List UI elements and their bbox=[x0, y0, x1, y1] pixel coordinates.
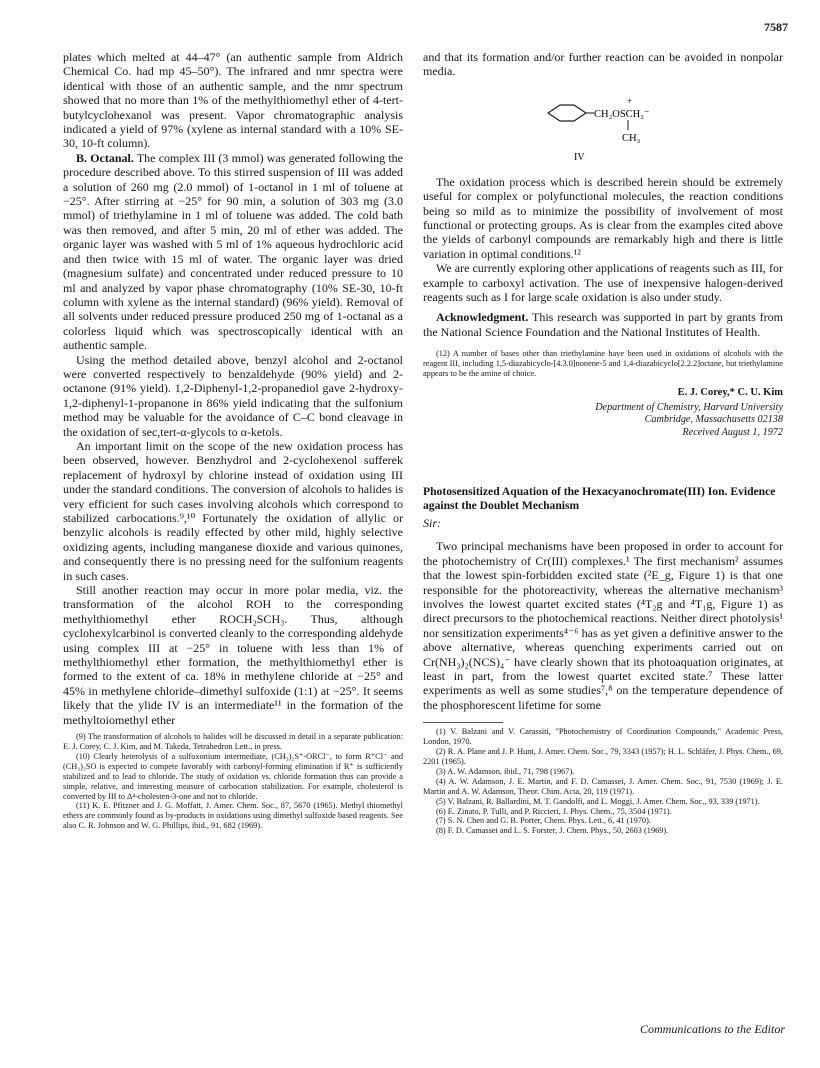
reference: (6) E. Zinato, P. Tulli, and P. Riccieri, J. Phys. Chem., 75, 3504 (1971). bbox=[436, 806, 672, 816]
author-block bbox=[423, 387, 783, 439]
compound-label: IV bbox=[574, 151, 585, 163]
footnote: (11) K. E. Pfitzner and J. G. Moffatt, J. Amer. Chem. Soc., 87, 5670 (1965). Methyl thiomethyl ethers are commonly found as by-products in oxidations using dimethyl sulfoxide based reagents. See also C. R. Johnson and W. G. Phillips, ibid., 91, 682 (1969). bbox=[63, 801, 403, 831]
acknowledgment-text: This research was supported in part by grants from the National Science Foundation and the National Institutes of Health. bbox=[423, 310, 783, 339]
group-label: CH₂OSCH₂⁻ bbox=[594, 108, 650, 120]
affiliation-address: Cambridge, Massachusetts 02138 bbox=[644, 414, 783, 426]
acknowledgment-heading: Acknowledgment. bbox=[436, 310, 529, 325]
cyclohexane-ring bbox=[548, 105, 586, 121]
footnotes bbox=[63, 732, 403, 831]
paragraph: An important limit on the scope of the new oxidation process has been observed, however. Benzhydrol and 2-cyclohexenol sufferek replacement of hydroxyl by chlorine instead of oxidation using III under the standard conditions. The conversion of alcohols to halides is very efficient for such cases involving alcohols which correspond to stabilized carbocations.⁹,¹⁰ Fortunately the oxidation of allylic or benzylic alcohols is readily effected by other mild, highly selective oxidizing agents, including manganese dioxide and various quinones, and consequently there is no pressing need for the sulfonium reagents in such cases. bbox=[63, 438, 403, 583]
charge-label: + bbox=[627, 95, 633, 106]
reference: (7) S. N. Chen and G. B. Porter, Chem. Phys. Lett., 6, 41 (1970). bbox=[436, 816, 651, 826]
journal-footer: Communications to the Editor bbox=[640, 1022, 785, 1036]
paragraph: and that its formation and/or further reaction can be avoided in nonpolar media. bbox=[423, 50, 783, 79]
paragraph: Two principal mechanisms have been proposed in order to account for the photochemistry of Cr(III) complexes.¹ The first mechanism² assumes that the lowest spin-forbidden excited state (²E_g, Figure 1) is that one responsible for the photoreactivity, whereas the alternative mechanism³ involves the lowest quartet excited states (⁴T₂g and ⁴T₁g, Figure 1) as direct precursors to the photochemical reactions. Neither direct photolysis¹ nor sensitization experiments⁴⁻⁶ has as yet given a definitive answer to the above alternative, whereas quenching experiments carried out on Cr(NH₃)₂(NCS)₄⁻ have clearly shown that its photoaquation originates, at least in part, from the lowest quartet excited state.⁷ These latter experiments as well as some studies⁷,⁸ on the temperature dependence of the phosphorescent lifetime for some bbox=[423, 539, 783, 712]
paragraph-octanal bbox=[63, 151, 403, 353]
left-column bbox=[63, 50, 403, 831]
paragraph: The oxidation process which is described herein should be extremely useful for complex or polyfunctional molecules, the reaction conditions being so mild as to minimize the possibility of involvement of most functional or protecting groups. As is clear from the examples cited above the yields of carbonyl compounds are remarkably high and there is little variation in optimal conditions.¹² bbox=[423, 174, 783, 261]
footnote: (12) A number of bases other than triethylamine have been used in oxidations of alcohols with the reagent III, including 1,5-diazabicyclo-[4.3.0]nonene-5 and 1,4-diazabicyclo[2.2.2]octane, but triethylamine appears to be the amine of choice. bbox=[423, 349, 783, 379]
salutation: Sir: bbox=[423, 516, 441, 531]
reference: (1) V. Balzani and V. Carassiti, "Photochemistry of Coordination Compounds," Academic Press, London, 1970. bbox=[423, 727, 783, 747]
paragraph: We are currently exploring other applications of reagents such as III, for example to carboxyl activation. The use of inexpensive halogen-derived reagents such as I for large scale oxidation is also under study. bbox=[423, 261, 783, 305]
references bbox=[423, 727, 783, 836]
acknowledgment bbox=[423, 310, 783, 339]
reference: (2) R. A. Plane and J. P. Hunt, J. Amer. Chem. Soc., 79, 3343 (1957); H. L. Schläfer, J. Phys. Chem., 69, 2201 (1965). bbox=[423, 747, 783, 766]
ylide-structure-drawing bbox=[528, 83, 678, 167]
affiliation: Department of Chemistry, Harvard University bbox=[595, 401, 783, 413]
methyl-label: CH₃ bbox=[622, 132, 641, 144]
right-column bbox=[423, 50, 783, 836]
paragraph-text: The complex III (3 mmol) was generated following the procedure described above. To this stirred suspension of III was added a solution of 260 mg (2.0 mmol) of 1-octanol in 1 ml of toluene at −25°. After stirring at −25° for 90 min, a solution of 303 mg (3.0 mmol) of triethylamine in 1 ml of toluene was added. The cold bath was then removed, and after 5 min, 20 ml of ether was added. The organic layer was washed with 5 ml of 1% aqueous hydrochloric acid and then twice with 15 ml of water. The organic layer was dried (magnesium sulfate) and concentrated under reduced pressure to 10 ml and analyzed by vapor phase chromatography (10% SE-30, 10-ft column with xylene as the internal standard) (96% yield). Removal of all solvents under reduced pressure produced 250 mg of 1-octanal as a colorless liquid which was spectroscopically identical with an authentic sample. bbox=[63, 150, 403, 353]
chemical-structure-iv bbox=[423, 83, 783, 169]
paragraph: plates which melted at 44–47° (an authentic sample from Aldrich Chemical Co. had mp 45–50°). The infrared and nmr spectra were identical with those of an authentic sample, and the nmr spectrum showed that no more than 1% of the methylthiomethyl ether of 4-tert-butylcyclohexanol was present. Vapor chromatographic analysis indicated a yield of 97% (xylene as internal standard with a 10% SE-30, 10-ft column). bbox=[63, 50, 403, 151]
footnote-rule bbox=[423, 722, 503, 723]
received-date: Received August 1, 1972 bbox=[682, 426, 783, 438]
reference: (3) A. W. Adamson, ibid., 71, 798 (1967). bbox=[436, 766, 575, 776]
article-title: Photosensitized Aquation of the Hexacyanochromate(III) Ion. Evidence against the Doublet Mechanism bbox=[423, 485, 776, 513]
run-in-heading: B. Octanal. bbox=[76, 150, 134, 165]
footnote: (10) Clearly heterolysis of a sulfoxonium intermediate, (CH₃)₂S⁺-ORCl⁻, to form R⁺Cl⁻ and (CH₃)₂SO is expected to compete favorably with carbonyl-forming elimination if R⁺ is sufficiently stabilized and to lead to chloride. The study of oxidation vs. chloride formation thus can provide a simple, relative, and interesting measure of carbocation stabilization. For example, cholesterol is converted by III to Δ⁴-cholesten-3-one and not to chloride. bbox=[63, 751, 403, 801]
page-number: 7587 bbox=[764, 20, 788, 34]
reference: (8) F. D. Camassei and L. S. Forster, J. Chem. Phys., 50, 2603 (1969). bbox=[436, 826, 669, 836]
footnote: (9) The transformation of alcohols to halides will be discussed in detail in a separate publication: E. J. Corey, C. J. Kim, and M. Takeda, Tetrahedron Lett., in press. bbox=[63, 732, 403, 751]
reference: (5) V. Balzani, R. Ballardini, M. T. Gandolfi, and L. Moggi, J. Amer. Chem. Soc., 93, 339 (1971). bbox=[436, 796, 760, 806]
paragraph: Still another reaction may occur in more polar media, viz. the transformation of the alcohol ROH to the corresponding methylthiomethyl ether ROCH₂SCH₃. Thus, although cyclohexylcarbinol is converted cleanly to the corresponding aldehyde using complex III at −25° in toluene with less than 1% of methylthiomethyl ether formation, the methylthiomethyl ether is formed to the extent of ca. 18% in methylene chloride at −25° and 45% in methylene chloride–dimethyl sulfoxide (1:1) at −25°. It seems likely that the ylide IV is an intermediate¹¹ in the formation of the methyltoiomethyl ether bbox=[63, 583, 403, 727]
authors: E. J. Corey,* C. U. Kim bbox=[677, 387, 783, 398]
reference: (4) A. W. Adamson, J. E. Martin, and F. D. Camassei, J. Amer. Chem. Soc., 91, 7530 (1969); J. E. Martin and A. W. Adamson, Theor. Chim. Acta, 20, 119 (1971). bbox=[423, 776, 783, 796]
paragraph: Using the method detailed above, benzyl alcohol and 2-octanol were converted respectively to benzaldehyde (90% yield) and 2-octanone (91% yield). 1,2-Diphenyl-1,2-propanediol gave 2-hydroxy-1,2-diphenyl-1-propanone in 86% yield indicating that the sulfonium method may be valuable for the avoidance of C–C bond cleavage in the oxidation of sec,tert-α-glycols to α-ketols. bbox=[63, 352, 403, 439]
